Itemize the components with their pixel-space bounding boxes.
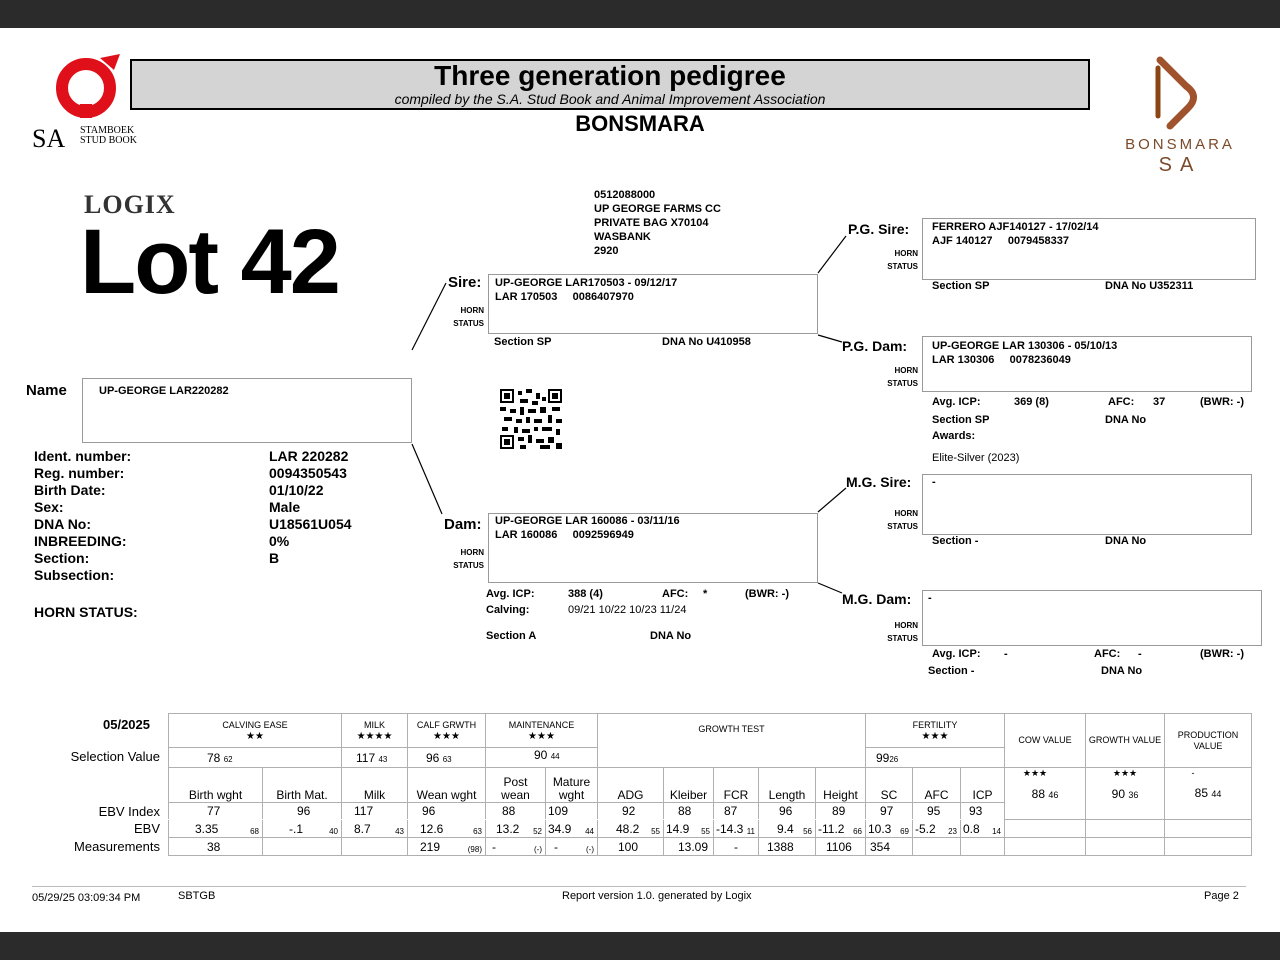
production-value-index: 85 <box>1194 786 1208 800</box>
group-milk <box>342 714 408 748</box>
ebv-accuracy: 40 <box>329 827 338 836</box>
index-cell: 96 <box>263 803 342 820</box>
horn-text: HORN <box>460 548 484 557</box>
meas-value: 219 <box>420 839 441 854</box>
meas-cell <box>342 838 408 856</box>
pg-sire-label: P.G. Sire: <box>848 221 910 237</box>
ebv-value: 0.8 <box>963 821 980 836</box>
pg-dam-afc-label: AFC: <box>1108 396 1135 408</box>
ebv-value: 10.3 <box>868 821 892 836</box>
ebv-accuracy: 63 <box>473 827 482 836</box>
col-fcr: FCR <box>714 768 759 803</box>
col-height: Height <box>816 768 866 803</box>
group-calfgrowth-label: CALF GRWTH <box>416 719 477 730</box>
measurement-row <box>169 838 1252 856</box>
ebv-value: 9.4 <box>777 821 794 836</box>
mg-dam-box <box>922 590 1262 646</box>
pg-sire-horn-status-label <box>858 247 918 273</box>
index-cell: 95 <box>913 803 961 820</box>
breeder-line-4: WASBANK <box>594 231 651 243</box>
pg-dam-box <box>922 336 1252 392</box>
ebv-value: 14.9 <box>666 821 690 836</box>
index-cell: 93 <box>961 803 1005 820</box>
meas-value: 13.09 <box>678 839 709 854</box>
dam-afc-value: * <box>703 588 708 600</box>
meas-accuracy: (98) <box>467 845 482 854</box>
col-wean-wght: Wean wght <box>408 768 486 803</box>
group-maintenance <box>486 714 598 748</box>
ebv-value: 8.7 <box>354 821 371 836</box>
meas-cell <box>598 838 664 856</box>
production-value-selection: - <box>1191 768 1195 778</box>
sire-name: UP-GEORGE LAR170503 - 09/12/17 <box>495 277 678 289</box>
cow-value-cell <box>1005 768 1086 820</box>
pg-dam-horn-status-label <box>858 364 918 390</box>
meas-cell <box>913 838 961 856</box>
breeder-line-3: PRIVATE BAG X70104 <box>594 217 709 229</box>
group-cow-value: COW VALUE <box>1005 714 1086 768</box>
pg-sire-name: FERRERO AJF140127 - 17/02/14 <box>932 221 1099 233</box>
horn-text: HORN <box>894 621 918 630</box>
mg-sire-box <box>922 474 1252 535</box>
group-growth-test: GROWTH TEST <box>598 714 866 768</box>
ebv-accuracy: 23 <box>948 827 957 836</box>
growth-value-index: 90 <box>1111 787 1125 801</box>
sel-wean-acc: 63 <box>442 754 452 764</box>
dam-ident: LAR 160086 0092596949 <box>495 529 634 541</box>
ebv-accuracy: 11 <box>746 827 755 836</box>
empty-cell <box>1005 838 1086 856</box>
meas-value: 1106 <box>826 839 852 854</box>
top-bar <box>0 0 1280 28</box>
sire-section: Section SP <box>494 336 552 348</box>
document-page <box>0 28 1280 932</box>
mg-dam-horn-status-label <box>858 619 918 645</box>
page-subtitle: compiled by the S.A. Stud Book and Animal Improvement Association <box>394 91 826 107</box>
row-label-ebv: EBV <box>133 821 160 836</box>
mg-dam-bwr: (BWR: -) <box>1200 648 1244 660</box>
field-value-section: B <box>269 550 280 566</box>
ebv-column-header-row <box>169 768 1252 803</box>
col-milk: Milk <box>342 768 408 803</box>
sire-horn-status-label <box>424 304 484 330</box>
milk-stars: ★★★★ <box>356 730 393 742</box>
status-text: STATUS <box>887 262 918 271</box>
animal-name: UP-GEORGE LAR220282 <box>99 385 229 397</box>
dam-calving-value: 09/21 10/22 10/23 11/24 <box>568 604 687 616</box>
pg-dam-icp-value: 369 (8) <box>1014 396 1049 408</box>
horn-text: HORN <box>894 249 918 258</box>
ebv-accuracy: 68 <box>250 827 259 836</box>
mg-sire-section: Section - <box>932 535 979 547</box>
ebv-value: -.1 <box>289 821 304 836</box>
ebv-cell <box>342 820 408 838</box>
qr-code-icon <box>500 389 562 449</box>
logix-logo: LOGIX <box>84 190 176 219</box>
mg-dam-icp-label: Avg. ICP: <box>932 648 981 660</box>
group-calving-label: CALVING EASE <box>222 719 288 730</box>
ebv-value: 34.9 <box>548 821 572 836</box>
col-post-wean: Post wean <box>486 768 546 803</box>
sel-fert-value: 99 <box>876 750 890 765</box>
meas-cell <box>759 838 816 856</box>
sel-fert-acc: 26 <box>889 754 899 764</box>
ebv-cell <box>714 820 759 838</box>
sire-label: Sire: <box>448 274 482 291</box>
dam-horn-status-label <box>424 546 484 572</box>
row-label-ebv-index: EBV Index <box>98 804 160 819</box>
calving-stars: ★★ <box>246 730 264 742</box>
status-text: STATUS <box>887 379 918 388</box>
ebv-accuracy: 14 <box>992 827 1001 836</box>
field-value-dna: U18561U054 <box>269 516 352 532</box>
field-label-ident: Ident. number: <box>34 448 132 464</box>
ebv-table <box>168 713 1252 856</box>
index-cell: 89 <box>816 803 866 820</box>
ebv-accuracy: 44 <box>585 827 594 836</box>
sel-milk-value: 117 <box>356 750 376 765</box>
ebv-value: 48.2 <box>616 821 640 836</box>
group-production-value: PRODUCTION VALUE <box>1165 714 1252 768</box>
field-label-reg: Reg. number: <box>34 465 125 481</box>
dam-name: UP-GEORGE LAR 160086 - 03/11/16 <box>495 515 680 527</box>
index-cell: 117 <box>342 803 408 820</box>
col-birth-mat: Birth Mat. <box>263 768 342 803</box>
meas-cell <box>408 838 486 856</box>
col-length: Length <box>759 768 816 803</box>
pg-dam-label: P.G. Dam: <box>842 338 908 354</box>
row-label-selection: Selection Value <box>70 749 160 764</box>
pg-dam-name: UP-GEORGE LAR 130306 - 05/10/13 <box>932 340 1118 352</box>
mg-dam-dna: DNA No <box>1101 665 1143 677</box>
col-adg: ADG <box>598 768 664 803</box>
growth-value-acc: 36 <box>1128 790 1139 800</box>
pg-dam-afc-value: 37 <box>1153 396 1166 408</box>
sel-milk <box>342 748 408 768</box>
ebv-date: 05/2025 <box>103 717 150 732</box>
meas-value: 1388 <box>767 839 794 854</box>
meas-cell <box>546 838 598 856</box>
pg-dam-awards-label: Awards: <box>932 430 976 442</box>
ebv-cell <box>169 820 263 838</box>
dam-box <box>488 513 818 583</box>
field-value-ident: LAR 220282 <box>269 448 349 464</box>
pg-dam-bwr: (BWR: -) <box>1200 396 1244 408</box>
group-fert-label: FERTILITY <box>912 719 958 730</box>
field-label-birth: Birth Date: <box>34 482 106 498</box>
empty-cell <box>1165 820 1252 838</box>
mg-dam-icp-value: - <box>1004 648 1008 660</box>
col-mature-wght: Mature wght <box>546 768 598 803</box>
ebv-cell <box>759 820 816 838</box>
col-icp: ICP <box>961 768 1005 803</box>
cow-value-stars: ★★★ <box>1022 768 1048 778</box>
ebv-value: -14.3 <box>716 821 744 836</box>
ebv-cell <box>408 820 486 838</box>
pg-sire-section: Section SP <box>932 280 990 292</box>
index-cell: 87 <box>714 803 759 820</box>
lot-number: Lot 42 <box>80 211 339 313</box>
production-value-acc: 44 <box>1211 789 1222 799</box>
status-text: STATUS <box>453 561 484 570</box>
mg-dam-label: M.G. Dam: <box>842 591 912 607</box>
pg-dam-dna: DNA No <box>1105 414 1147 426</box>
cow-value-index: 88 <box>1031 787 1045 801</box>
sel-fert <box>866 748 1005 768</box>
col-sc: SC <box>866 768 913 803</box>
ebv-accuracy: 55 <box>701 827 710 836</box>
sel-maint-acc: 44 <box>550 752 560 761</box>
sire-box <box>488 274 818 334</box>
ebv-cell <box>664 820 714 838</box>
mg-dam-afc-value: - <box>1138 648 1142 660</box>
animal-name-box <box>82 378 412 443</box>
meas-value: - <box>554 839 558 854</box>
index-cell: 96 <box>408 803 486 820</box>
ebv-cell <box>486 820 546 838</box>
sa-logo-studbook: STUD BOOK <box>80 135 137 146</box>
ebv-cell <box>546 820 598 838</box>
index-cell: 92 <box>598 803 664 820</box>
meas-accuracy: (-) <box>534 845 542 854</box>
sire-ident: LAR 170503 0086407970 <box>495 291 634 303</box>
ebv-accuracy: 55 <box>651 827 660 836</box>
meas-accuracy: (-) <box>586 845 594 854</box>
dam-calving-label: Calving: <box>486 604 530 616</box>
ebv-cell <box>263 820 342 838</box>
meas-cell <box>664 838 714 856</box>
field-value-reg: 0094350543 <box>269 465 347 481</box>
ebv-value: 13.2 <box>496 821 520 836</box>
mg-sire-dna: DNA No <box>1105 535 1147 547</box>
pg-dam-awards: Elite-Silver (2023) <box>932 452 1020 464</box>
horn-text: HORN <box>460 306 484 315</box>
maint-stars: ★★★ <box>528 730 555 742</box>
meas-cell <box>169 838 263 856</box>
horn-text: HORN <box>894 509 918 518</box>
sa-logo-stamboek: STAMBOEK <box>80 125 135 136</box>
pg-dam-section: Section SP <box>932 414 990 426</box>
sel-wean <box>408 748 486 768</box>
mg-dam-name: - <box>928 592 932 604</box>
animal-field-values <box>269 448 352 567</box>
index-cell: 77 <box>169 803 263 820</box>
meas-value: - <box>734 839 738 854</box>
sel-maint-value: 90 <box>534 748 548 762</box>
ebv-cell <box>816 820 866 838</box>
ebv-accuracy: 43 <box>395 827 404 836</box>
field-label-dna: DNA No: <box>34 516 92 532</box>
cow-value-acc: 46 <box>1048 790 1059 800</box>
name-label: Name <box>26 382 67 399</box>
status-text: STATUS <box>887 634 918 643</box>
footer-divider <box>32 886 1246 887</box>
dam-icp-label: Avg. ICP: <box>486 588 535 600</box>
breed-name: BONSMARA <box>575 111 705 136</box>
sire-dna: DNA No U410958 <box>662 336 751 348</box>
field-value-sex: Male <box>269 499 301 515</box>
field-label-subsection: Subsection: <box>34 567 115 583</box>
row-label-measurements: Measurements <box>74 839 160 854</box>
ebv-accuracy: 52 <box>533 827 542 836</box>
empty-cell <box>1086 820 1165 838</box>
status-text: STATUS <box>453 319 484 328</box>
ebv-cell <box>866 820 913 838</box>
growth-value-stars: ★★★ <box>1112 768 1138 778</box>
empty-cell <box>1086 838 1165 856</box>
footer-datetime: 05/29/25 03:09:34 PM <box>32 892 141 904</box>
horn-status-label: HORN STATUS: <box>34 604 138 620</box>
mg-dam-afc-label: AFC: <box>1094 648 1121 660</box>
meas-cell <box>816 838 866 856</box>
mg-sire-label: M.G. Sire: <box>846 474 912 490</box>
index-cell: 88 <box>664 803 714 820</box>
index-cell: 96 <box>759 803 816 820</box>
bottom-bar <box>0 932 1280 960</box>
empty-cell <box>1005 820 1086 838</box>
meas-cell <box>486 838 546 856</box>
production-value-cell <box>1165 768 1252 820</box>
dam-icp-value: 388 (4) <box>568 588 603 600</box>
index-cell: 109 <box>546 803 598 820</box>
ebv-accuracy: 66 <box>853 827 862 836</box>
footer-page: Page 2 <box>1204 890 1239 902</box>
group-milk-label: MILK <box>363 719 385 730</box>
meas-cell <box>961 838 1005 856</box>
ebv-value: -11.2 <box>818 821 845 836</box>
meas-value: - <box>492 839 496 854</box>
status-text: STATUS <box>887 522 918 531</box>
dam-label: Dam: <box>444 516 482 533</box>
field-value-birth: 01/10/22 <box>269 482 324 498</box>
page-title: Three generation pedigree <box>434 60 786 91</box>
empty-cell <box>1165 838 1252 856</box>
animal-field-labels <box>34 448 131 584</box>
footer-report: Report version 1.0. generated by Logix <box>562 890 752 902</box>
ebv-value-row <box>169 820 1252 838</box>
dam-afc-label: AFC: <box>662 588 689 600</box>
group-growth-value: GROWTH VALUE <box>1086 714 1165 768</box>
ebv-value: 3.35 <box>195 821 219 836</box>
group-maint-label: MAINTENANCE <box>508 719 575 730</box>
sel-calving-value: 78 <box>207 750 221 765</box>
field-label-inbreeding: INBREEDING: <box>34 533 127 549</box>
dam-bwr: (BWR: -) <box>745 588 789 600</box>
sa-logo-sa: SA <box>32 124 66 153</box>
col-birth-wght: Birth wght <box>169 768 263 803</box>
meas-cell <box>866 838 913 856</box>
sel-milk-acc: 43 <box>378 754 388 764</box>
field-value-inbreeding: 0% <box>269 533 290 549</box>
sel-calving-acc: 62 <box>223 754 233 764</box>
meas-cell <box>714 838 759 856</box>
pg-dam-icp-label: Avg. ICP: <box>932 396 981 408</box>
mg-dam-section: Section - <box>928 665 975 677</box>
bonsmara-logo-text: BONSMARA <box>1125 136 1235 153</box>
ebv-cell <box>913 820 961 838</box>
pg-sire-ident: AJF 140127 0079458337 <box>932 235 1070 247</box>
ebv-value: 12.6 <box>420 821 444 836</box>
ebv-cell <box>961 820 1005 838</box>
pg-dam-ident: LAR 130306 0078236049 <box>932 354 1071 366</box>
footer-code: SBTGB <box>178 890 216 902</box>
meas-cell <box>263 838 342 856</box>
pg-sire-dna: DNA No U352311 <box>1105 280 1194 292</box>
col-afc: AFC <box>913 768 961 803</box>
dam-section: Section A <box>486 630 537 642</box>
index-cell: 97 <box>866 803 913 820</box>
sel-calving <box>169 748 342 768</box>
breeder-line-1: 0512088000 <box>594 189 656 201</box>
mg-sire-horn-status-label <box>858 507 918 533</box>
meas-value: 354 <box>870 839 891 854</box>
breeder-line-2: UP GEORGE FARMS CC <box>594 203 721 215</box>
field-label-sex: Sex: <box>34 499 64 515</box>
fert-stars: ★★★ <box>921 730 949 742</box>
meas-value: 38 <box>207 839 221 854</box>
ebv-accuracy: 56 <box>803 827 812 836</box>
col-kleiber: Kleiber <box>664 768 714 803</box>
calfgrowth-stars: ★★★ <box>433 730 460 742</box>
group-calving-ease <box>169 714 342 748</box>
ebv-cell <box>598 820 664 838</box>
sel-wean-value: 96 <box>426 750 440 765</box>
ebv-value: -5.2 <box>915 821 936 836</box>
breeder-line-5: 2920 <box>594 245 619 257</box>
group-calf-growth <box>408 714 486 748</box>
pg-sire-box <box>922 218 1256 280</box>
group-fertility <box>866 714 1005 748</box>
index-cell: 88 <box>486 803 546 820</box>
dam-dna: DNA No <box>650 630 692 642</box>
field-label-section: Section: <box>34 550 90 566</box>
bonsmara-logo-sa: SA <box>1158 154 1202 176</box>
sel-maint <box>486 748 598 768</box>
horn-text: HORN <box>894 366 918 375</box>
mg-sire-name: - <box>932 476 936 488</box>
meas-value: 100 <box>618 839 639 854</box>
ebv-accuracy: 69 <box>900 827 909 836</box>
